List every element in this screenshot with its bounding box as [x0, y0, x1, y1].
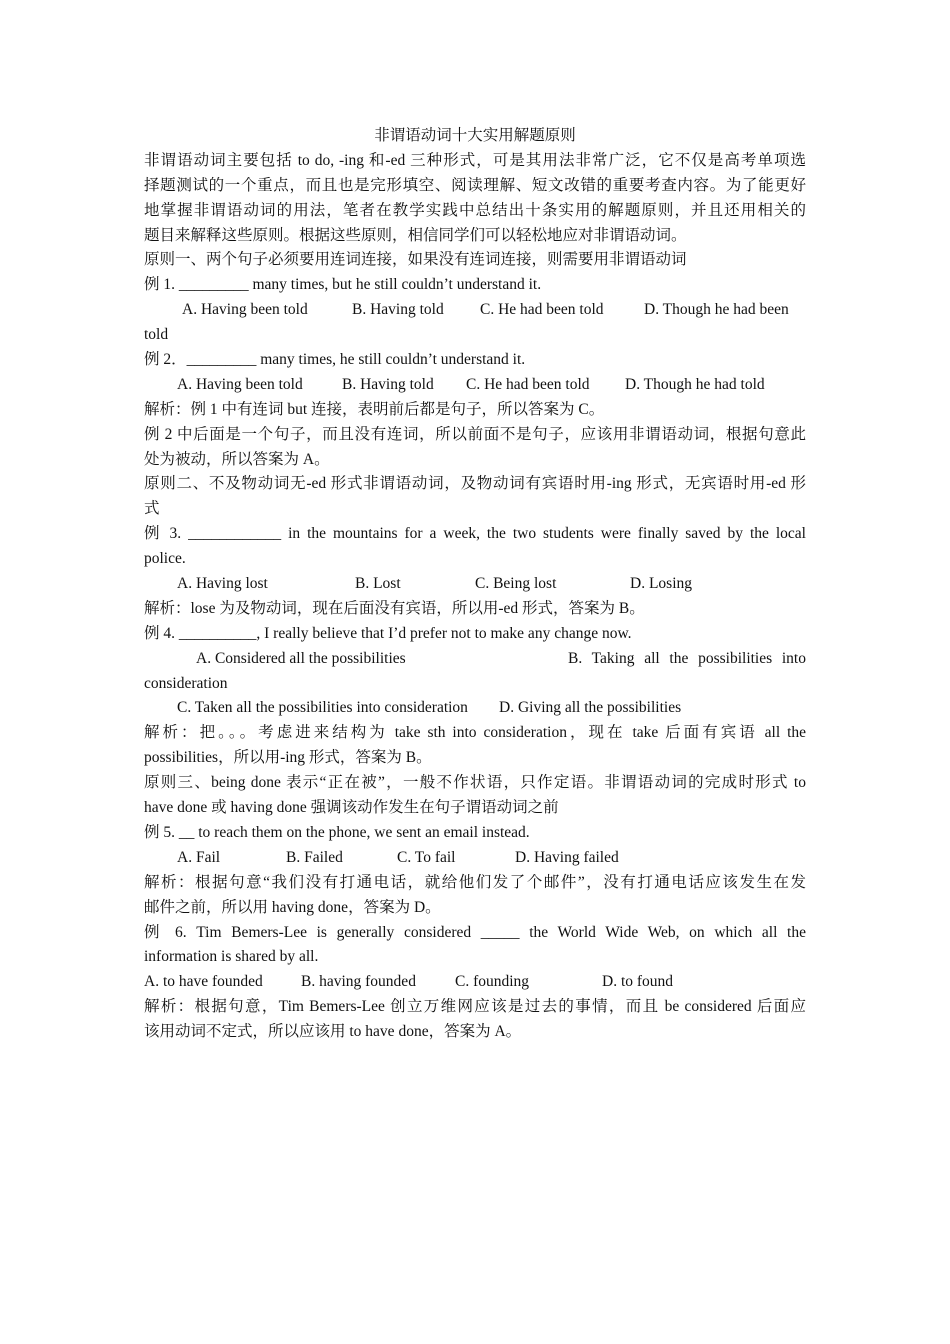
- option-d: D. Having failed: [515, 848, 619, 866]
- option-c: C. To fail: [397, 848, 456, 866]
- intro-line: 择题测试的一个重点，而且也是完形填空、阅读理解、短文改错的重要考查内容。为了能更好: [144, 176, 806, 194]
- example-6-question-cont: information is shared by all.: [144, 948, 319, 966]
- option-b: B. Having told: [342, 375, 434, 393]
- principle-2-heading: 原则二、不及物动词无-ed 形式非谓语动词，及物动词有宾语时用-ing 形式，无宾语时用-ed 形: [144, 475, 806, 493]
- option-b: B. having founded: [301, 973, 416, 991]
- intro-line: 地掌握非谓语动词的用法，笔者在教学实践中总结出十条实用的解题原则，并且还用相关的: [144, 201, 806, 219]
- analysis-line: 解析：lose 为及物动词，现在后面没有宾语，所以用-ed 形式，答案为 B。: [144, 599, 645, 617]
- option-d: D. Though he had been: [644, 301, 789, 319]
- analysis-line: 该用动词不定式，所以应该用 to have done，答案为 A。: [144, 1023, 522, 1041]
- document-page: [144, 124, 806, 1045]
- option-a: A. Fail: [177, 848, 221, 866]
- example-5-question: 例 5. __ to reach them on the phone, we sent an email instead.: [144, 823, 530, 841]
- example-6-question: 例 6. Tim Bemers-Lee is generally considered _____ the World Wide Web, on which all the: [144, 923, 806, 941]
- analysis-line: 邮件之前，所以用 having done，答案为 D。: [144, 898, 441, 916]
- example-3-question: 例 3. ____________ in the mountains for a week, the two students were finally saved by the local: [144, 525, 806, 543]
- example-4-question: 例 4. __________, I really believe that I’d prefer not to make any change now.: [144, 624, 632, 642]
- analysis-line: 解析：例 1 中有连词 but 连接，表明前后都是句子，所以答案为 C。: [144, 400, 605, 418]
- example-4-option-tail: consideration: [144, 674, 228, 692]
- example-4-options-cont: [144, 696, 806, 721]
- intro-line: 非谓语动词主要包括 to do, -ing 和-ed 三种形式，可是其用法非常广泛，它不仅是高考单项选: [144, 151, 806, 169]
- principle-3-heading: 原则三、being done 表示“正在被”，一般不作状语，只作定语。非谓语动词的完成时形式 to: [144, 774, 806, 792]
- option-b: B. Lost: [355, 575, 401, 593]
- analysis-line: 例 2 中后面是一个句子，而且没有连词，所以前面不是句子，应该用非谓语动词，根据句意此: [144, 425, 806, 443]
- principle-3-heading-cont: have done 或 having done 强调该动作发生在句子谓语动词之前: [144, 799, 559, 817]
- option-a: A. Having been told: [182, 301, 308, 319]
- option-b: B. Failed: [286, 848, 343, 866]
- option-a: A. Considered all the possibilities: [196, 649, 406, 667]
- example-1-option-tail: told: [144, 326, 169, 344]
- example-2-question: 例 2．_________ many times, he still couldn’t understand it.: [144, 351, 526, 369]
- example-3-question-cont: police.: [144, 550, 186, 568]
- option-c: C. Being lost: [475, 575, 557, 593]
- option-c: C. He had been told: [480, 301, 604, 319]
- example-4-options: [144, 647, 806, 672]
- example-5-options: [144, 846, 806, 871]
- option-b: B. Taking all the possibilities into: [568, 649, 806, 667]
- analysis-line: 解析：把。。。考虑进来结构为 take sth into consideration，现在 take 后面有宾语 all the: [144, 724, 806, 742]
- intro-line: 题目来解释这些原则。根据这些原则，相信同学们可以轻松地应对非谓语动词。: [144, 226, 687, 244]
- option-d: D. Giving all the possibilities: [499, 699, 682, 717]
- option-b: B. Having told: [352, 301, 444, 319]
- option-d: D. to found: [602, 973, 674, 991]
- analysis-line: 解析：根据句意，Tim Bemers-Lee 创立万维网应该是过去的事情，而且 be considered 后面应: [144, 998, 806, 1016]
- example-6-options: [144, 970, 806, 995]
- analysis-line: 解析：根据句意“我们没有打通电话，就给他们发了个邮件”，没有打通电话应该发生在发: [144, 873, 806, 891]
- option-c: C. He had been told: [466, 375, 590, 393]
- analysis-line: 处为被动，所以答案为 A。: [144, 450, 330, 468]
- principle-1-heading: 原则一、两个句子必须要用连词连接，如果没有连词连接，则需要用非谓语动词: [144, 251, 687, 269]
- option-a: A. to have founded: [144, 973, 263, 991]
- example-1-options: [144, 298, 806, 323]
- example-3-options: [144, 572, 806, 597]
- option-a: A. Having been told: [177, 375, 303, 393]
- option-a: A. Having lost: [177, 575, 268, 593]
- option-d: D. Losing: [630, 575, 692, 593]
- principle-2-heading-cont: 式: [144, 500, 160, 518]
- analysis-line: possibilities，所以用-ing 形式，答案为 B。: [144, 749, 432, 767]
- example-2-options: [144, 373, 806, 398]
- document-title: 非谓语动词十大实用解题原则: [374, 127, 576, 144]
- option-d: D. Though he had told: [625, 375, 765, 393]
- example-1-question: 例 1. _________ many times, but he still couldn’t understand it.: [144, 276, 542, 294]
- option-c: C. Taken all the possibilities into consideration: [177, 699, 468, 717]
- option-c: C. founding: [455, 973, 530, 991]
